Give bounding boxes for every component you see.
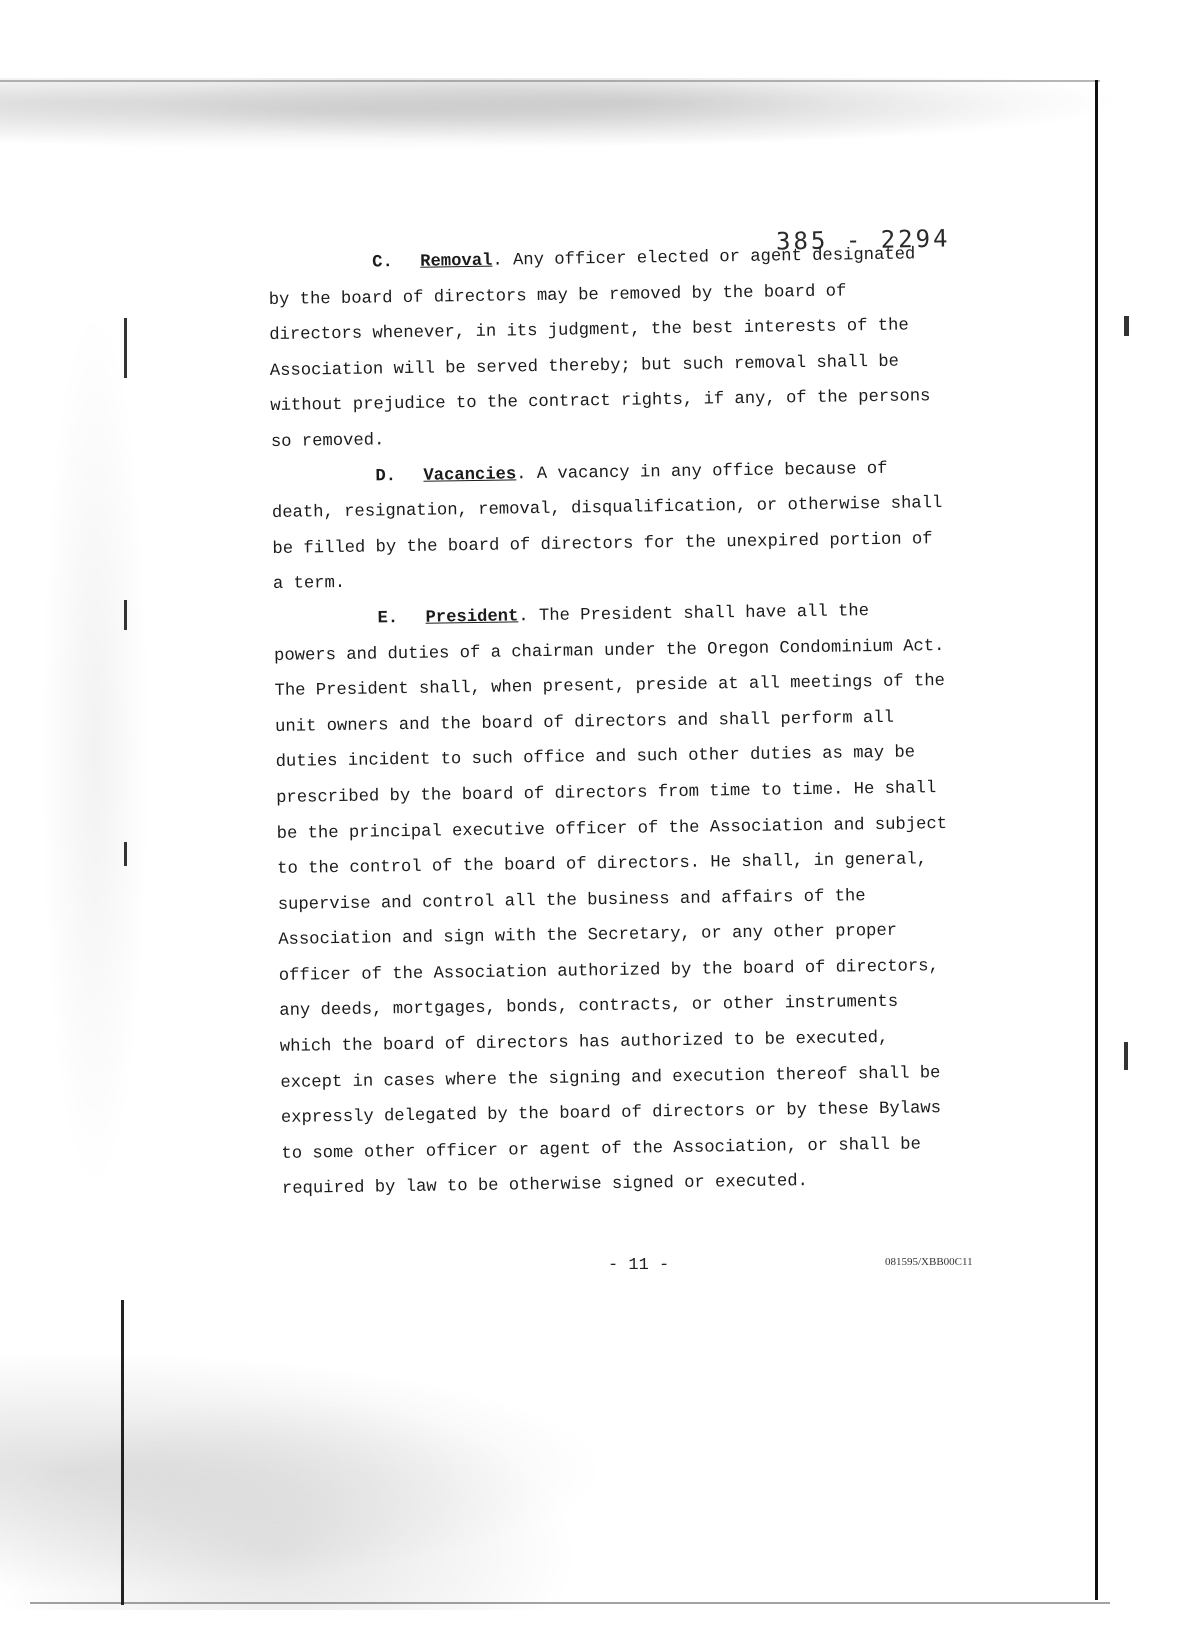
text-line: . A vacancy in any office because of <box>516 459 888 484</box>
section-title: President <box>425 607 519 628</box>
text-line: . Any officer elected or agent designated <box>492 245 916 271</box>
text-line: to some other officer or agent of the Association, or shall be <box>281 1135 922 1164</box>
scan-noise-bottom <box>0 1330 700 1610</box>
section-letter: D. <box>375 466 397 486</box>
text-line: powers and duties of a chairman under the Oregon Condominium Act. <box>273 636 945 666</box>
text-line: supervise and control all the business and affairs of the <box>277 886 866 915</box>
page-edge-bottom <box>30 1602 1110 1604</box>
section-letter: C. <box>372 253 394 273</box>
text-line: so removed. <box>270 431 385 452</box>
scan-mark <box>1124 1042 1128 1070</box>
section-title: Removal <box>420 251 493 272</box>
text-line: a term. <box>272 574 346 595</box>
text-line: officer of the Association authorized by the board of directors, <box>278 957 939 986</box>
text-line: expressly delegated by the board of directors or by these Bylaws <box>280 1099 942 1129</box>
scan-mark <box>124 600 127 630</box>
bylaws-text <box>268 236 1002 1208</box>
text-line: without prejudice to the contract rights, if any, of the persons <box>270 387 931 417</box>
scan-mark <box>124 842 127 866</box>
text-line: Association will be served thereby; but such removal shall be <box>269 352 900 381</box>
section-title: Vacancies <box>423 464 517 486</box>
text-line: death, resignation, removal, disqualification, or otherwise shall <box>271 494 943 524</box>
text-line: be filled by the board of directors for the unexpired portion of <box>272 529 933 559</box>
text-line: required by law to be otherwise signed or executed. <box>281 1172 809 1200</box>
section-letter: E. <box>377 609 399 629</box>
document-code: 081595/XBB00C11 <box>885 1256 973 1268</box>
text-line: any deeds, mortgages, bonds, contracts, or other instruments <box>279 993 899 1022</box>
text-line: except in cases where the signing and execution thereof shall be <box>280 1063 941 1093</box>
text-line: directors whenever, in its judgment, the best interests of the <box>269 316 909 346</box>
text-line: duties incident to such office and such other duties as may be <box>275 743 916 773</box>
text-line: be the principal executive officer of the Association and subject <box>276 814 948 844</box>
text-line: to the control of the board of directors. He shall, in general, <box>277 850 928 880</box>
scan-mark <box>124 318 127 378</box>
page-edge-right <box>1095 80 1098 1600</box>
recording-stamp: 385 - 2294 <box>775 224 951 256</box>
page-edge-top <box>0 80 1100 82</box>
page-edge-left <box>121 1300 124 1605</box>
page-number: - 11 - <box>608 1256 670 1275</box>
text-line: . The President shall have all the <box>518 602 870 627</box>
scan-noise-left <box>40 300 150 1200</box>
text-line: unit owners and the board of directors and shall perform all <box>274 708 895 737</box>
text-line: prescribed by the board of directors from time to time. He shall <box>276 779 937 808</box>
text-line: which the board of directors has authorized to be executed, <box>279 1028 889 1057</box>
scan-mark <box>1124 316 1129 336</box>
text-line: The President shall, when present, preside at all meetings of the <box>274 672 946 702</box>
text-line: by the board of directors may be removed by the board of <box>268 282 847 310</box>
text-line: Association and sign with the Secretary, or any other proper <box>278 922 898 951</box>
scan-noise-top <box>0 78 1150 158</box>
